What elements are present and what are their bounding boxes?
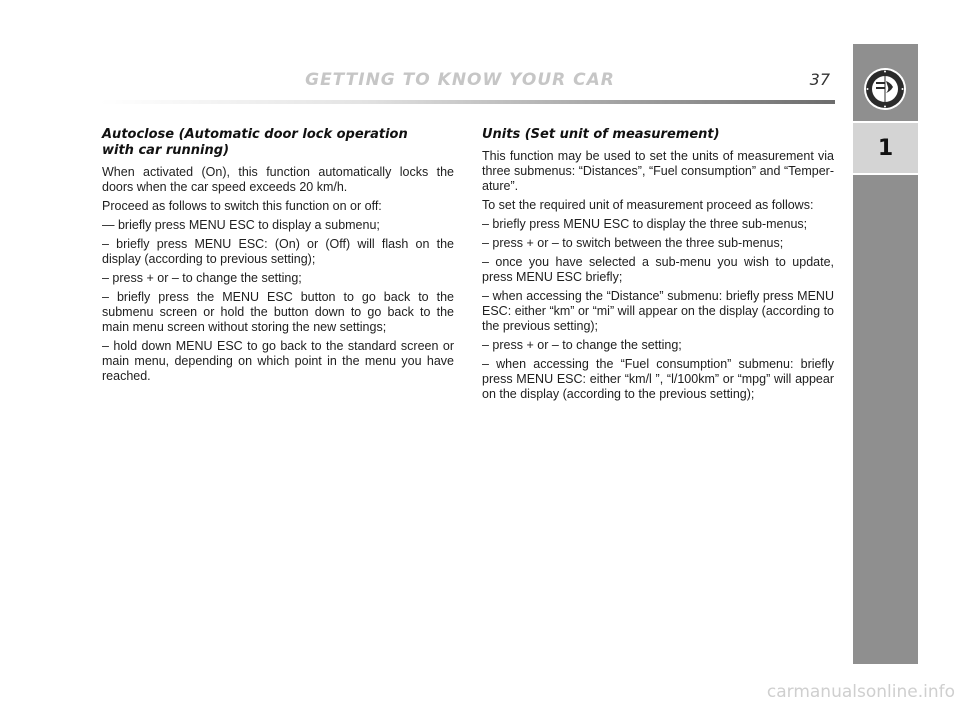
site-watermark: carmanualsonline.info (766, 682, 955, 702)
left-column (102, 127, 454, 388)
alfa-romeo-badge-icon (863, 67, 907, 111)
header-divider (100, 100, 835, 104)
paragraph: – press + or – to switch between the three sub-menus; (482, 236, 784, 250)
paragraph: – briefly press MENU ESC: (On) or (Off) will flash on the display (according to previous setting); (102, 237, 454, 266)
paragraph: When activated (On), this function automatically locks the doors when the car speed exceeds 20 km/h. (102, 165, 454, 194)
paragraph: – once you have selected a sub-menu you wish to update, press MENU ESC briefly; (482, 255, 834, 284)
paragraph: — briefly press MENU ESC to display a submenu; (102, 218, 380, 232)
autoclose-heading-line1: Autoclose (Automatic door lock operation (102, 127, 408, 142)
page-number: 37 (809, 70, 830, 89)
paragraph: – hold down MENU ESC to go back to the standard screen or main menu, depending on which point in the menu you have reached. (102, 339, 454, 383)
paragraph: – press + or – to change the setting; (482, 338, 682, 352)
paragraph: – when accessing the “Distance” submenu: briefly press MENU ESC: either “km” or “mi” will appear on the display (according to the previous setting); (482, 289, 834, 333)
autoclose-heading (102, 127, 454, 159)
paragraph: Proceed as follows to switch this function on or off: (102, 199, 382, 213)
paragraph: – briefly press the MENU ESC button to go back to the submenu screen or hold the button down to go back to the main menu screen without storing the new settings; (102, 290, 454, 334)
paragraph: This function may be used to set the units of measurement via three submenus: “Distances”, “Fuel consumption” and “Temper- ature”. (482, 149, 834, 193)
chapter-number: 1 (853, 121, 918, 175)
paragraph: – press + or – to change the setting; (102, 271, 302, 285)
autoclose-heading-line2: with car running) (102, 143, 230, 158)
right-column (482, 127, 834, 406)
section-title: GETTING TO KNOW YOUR CAR (305, 70, 615, 90)
paragraph: – when accessing the “Fuel consumption” submenu: briefly press MENU ESC: either “km/l ”, “l/100km” or “mpg” will appear on the display (according to the previous setting); (482, 357, 834, 401)
paragraph: – briefly press MENU ESC to display the three sub-menus; (482, 217, 808, 231)
paragraph: To set the required unit of measurement proceed as follows: (482, 198, 814, 212)
units-heading: Units (Set unit of measurement) (482, 127, 720, 142)
